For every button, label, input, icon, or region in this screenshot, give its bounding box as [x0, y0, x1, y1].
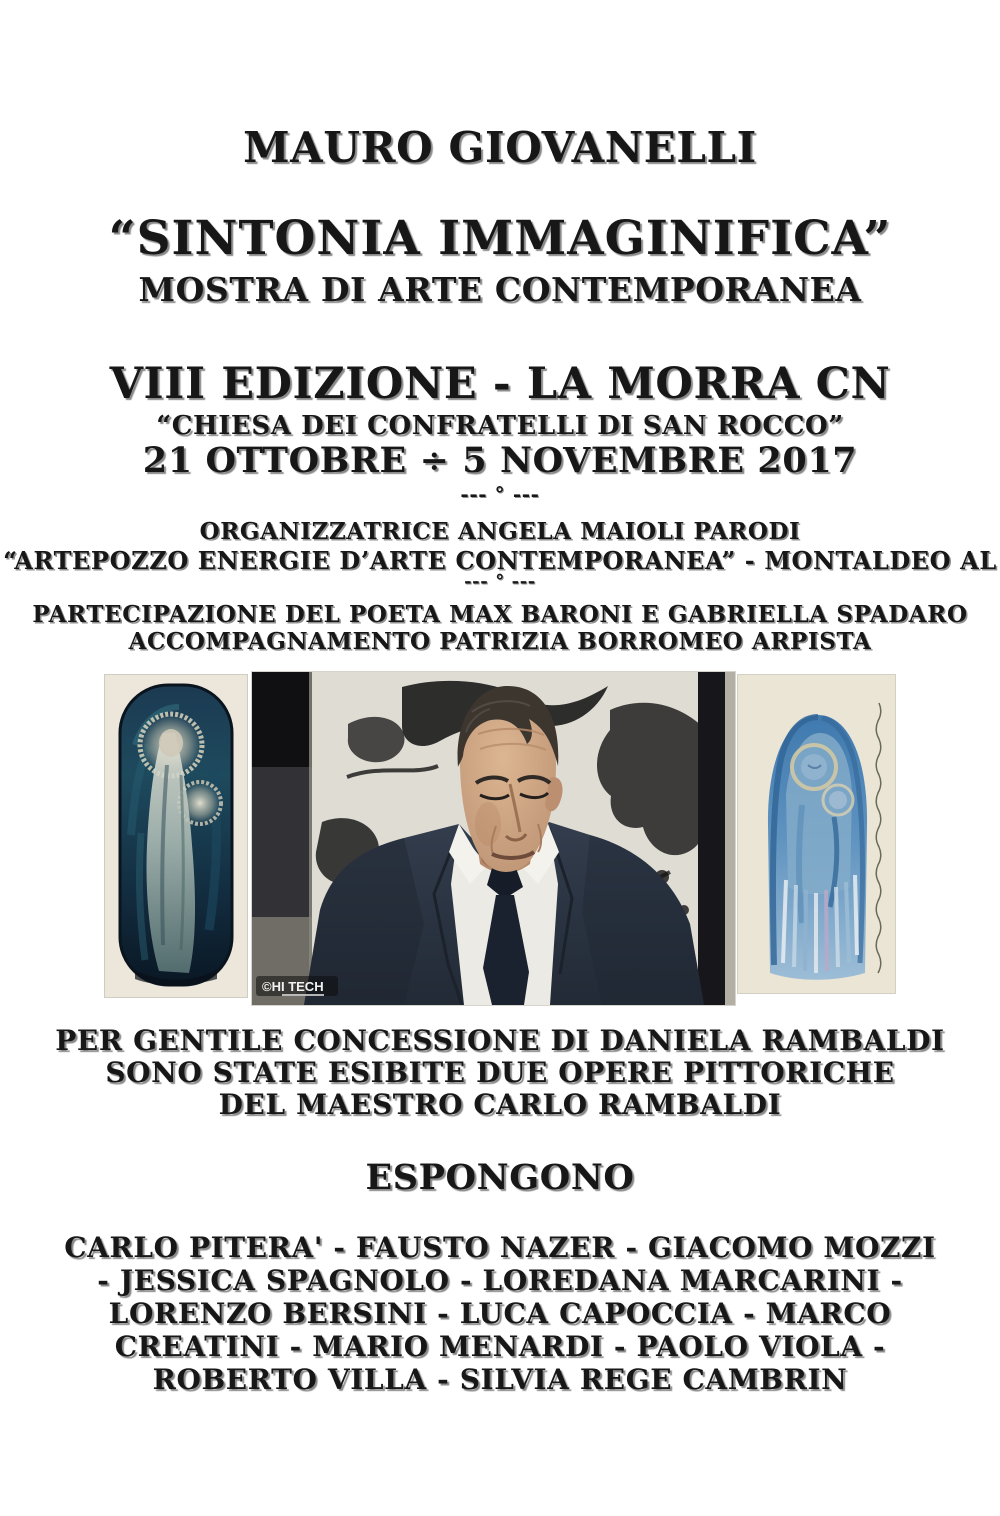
exhibition-dates: 21 OTTOBRE ÷ 5 NOVEMBRE 2017: [142, 440, 858, 481]
accompaniment-line: ACCOMPAGNAMENTO PATRIZIA BORROMEO ARPISTA: [128, 628, 872, 655]
right-madonna-child-painting-image: [738, 675, 895, 993]
organizer-association-line: “ARTEPOZZO ENERGIE D’ARTE CONTEMPORANEA” - MONTALDEO AL: [3, 546, 997, 575]
exhibition-subtitle: MOSTRA DI ARTE CONTEMPORANEA: [138, 270, 862, 309]
left-madonna-painting-image: [105, 675, 247, 997]
participation-line: PARTECIPAZIONE DEL POETA MAX BARONI E GABRIELLA SPADARO: [32, 601, 968, 628]
divider-ornament: --- ° ---: [460, 482, 540, 506]
exhibitors-heading: ESPONGONO: [365, 1157, 635, 1198]
concession-line: SONO STATE ESIBITE DUE OPERE PITTORICHE: [105, 1056, 895, 1089]
edition-location: VIII EDIZIONE - LA MORRA CN: [109, 359, 891, 409]
exhibitors-list: CARLO PITERA' - FAUSTO NAZER - GIACOMO MOZZI - JESSICA SPAGNOLO - LOREDANA MARCARINI - LORENZO BERSINI - LUCA CAPOCCIA - MARCO CREATINI - MARIO MENARDI - PAOLO VIOLA - ROBERTO VILLA - SILVIA REGE CAMBRIN: [64, 1231, 936, 1397]
artist-name: MAURO GIOVANELLI: [243, 123, 757, 172]
venue-name: “CHIESA DEI CONFRATELLI DI SAN ROCCO”: [156, 411, 844, 441]
divider-ornament: --- ° ---: [464, 571, 536, 592]
exhibition-title: “SINTONIA IMMAGINIFICA”: [108, 211, 892, 266]
portrait-photo-image: [252, 672, 735, 1005]
photo-watermark: [256, 976, 338, 996]
organizer-line: ORGANIZZATRICE ANGELA MAIOLI PARODI: [199, 518, 801, 545]
svg-text:©HI TECH: ©HI TECH: [262, 979, 324, 994]
concession-line: DEL MAESTRO CARLO RAMBALDI: [218, 1088, 782, 1121]
concession-line: PER GENTILE CONCESSIONE DI DANIELA RAMBALDI: [55, 1024, 945, 1057]
